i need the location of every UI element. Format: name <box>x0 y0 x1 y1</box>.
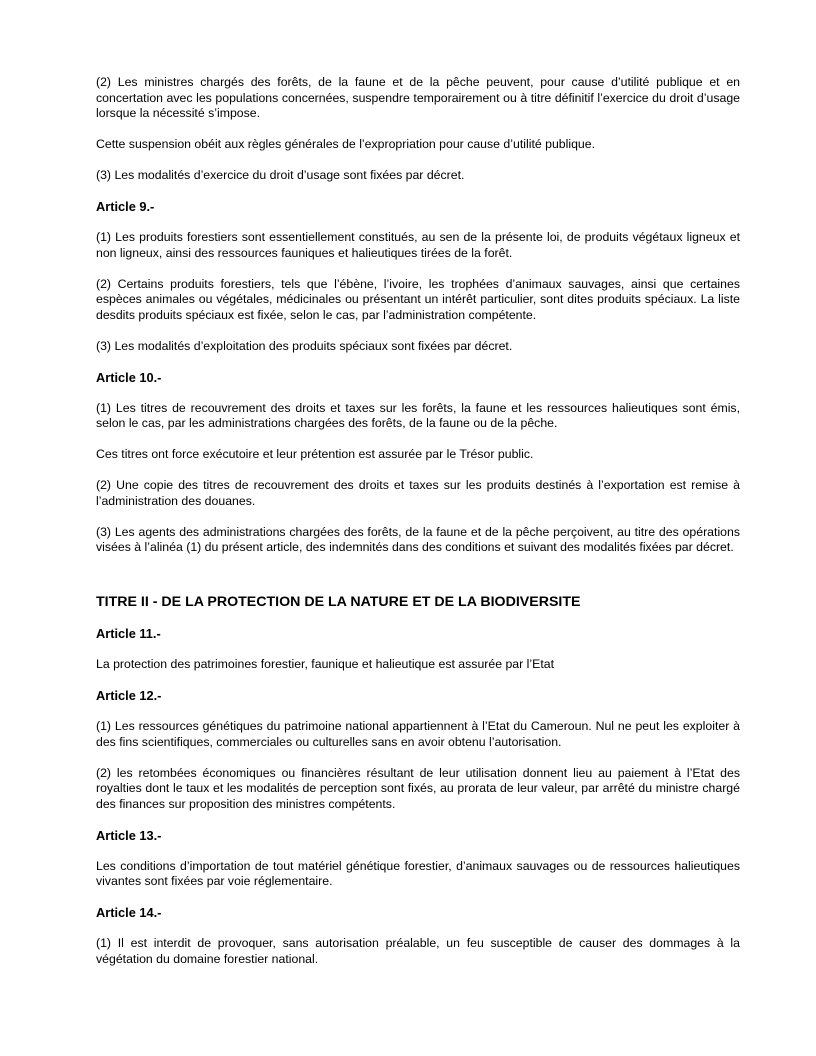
article-heading: Article 13.- <box>96 827 162 843</box>
paragraph: (2) Une copie des titres de recouvrement des droits et taxes sur les produits destinés à l’exportation est remise à l’administration des douanes. <box>96 478 740 508</box>
paragraph: (1) Les produits forestiers sont essentiellement constitués, au sen de la présente loi, de produits végétaux ligneux et non ligneux, ainsi des ressources fauniques et halieutiques tirées de la forêt. <box>96 230 740 260</box>
paragraph: (1) Les ressources génétiques du patrimoine national appartiennent à l’Etat du Cameroun. Nul ne peut les exploiter à des fins scientifiques, commerciales ou culturelles sans en avoir obtenu l’autorisation. <box>96 719 740 749</box>
paragraph: (2) les retombées économiques ou financières résultant de leur utilisation donnent lieu au paiement à l’Etat des royalties dont le taux et les modalités de perception sont fixés, au prorata de leur valeur, par arrêté du ministre chargé des finances sur proposition des ministres compétents. <box>96 765 740 811</box>
article-heading: Article 12.- <box>96 688 162 703</box>
article-heading: Article 10.- <box>96 369 162 385</box>
paragraph: Ces titres ont force exécutoire et leur prétention est assurée par le Trésor public. <box>96 447 534 461</box>
document-page <box>96 75 740 983</box>
paragraph: (1) Il est interdit de provoquer, sans autorisation préalable, un feu susceptible de causer des dommages à la végétation du domaine forestier national. <box>96 936 740 966</box>
paragraph: (3) Les modalités d’exploitation des produits spéciaux sont fixées par décret. <box>96 338 513 353</box>
paragraph: (3) Les agents des administrations chargées des forêts, de la faune et de la pêche perçoivent, au titre des opérations visées à l’alinéa (1) du présent article, des indemnités dans des conditions et suivant des modalités fixées par décret. <box>96 524 740 554</box>
article-heading: Article 14.- <box>96 905 162 920</box>
paragraph: (3) Les modalités d’exercice du droit d’usage sont fixées par décret. <box>96 168 465 182</box>
section-title: TITRE II - DE LA PROTECTION DE LA NATURE ET DE LA BIODIVERSITE <box>96 593 581 610</box>
paragraph: (2) Les ministres chargés des forêts, de la faune et de la pêche peuvent, pour cause d’utilité publique et en concertation avec les populations concernées, suspendre temporairement ou à titre définitif l’exercice du droit d’usage lorsque la nécessité s’impose. <box>96 75 740 120</box>
paragraph: La protection des patrimoines forestier, faunique et halieutique est assurée par l’Etat <box>96 657 554 671</box>
paragraph: Les conditions d’importation de tout matériel génétique forestier, d’animaux sauvages ou de ressources halieutiques vivantes sont fixées par voie réglementaire. <box>96 858 740 888</box>
article-heading: Article 9.- <box>96 199 155 214</box>
paragraph: (1) Les titres de recouvrement des droits et taxes sur les forêts, la faune et les ressources halieutiques sont émis, selon le cas, par les administrations chargées des forêts, de la faune ou de la pêche. <box>96 400 740 430</box>
paragraph: (2) Certains produits forestiers, tels que l’ébène, l’ivoire, les trophées d’animaux sauvages, ainsi que certaines espèces animales ou végétales, médicinales ou présentant un intérêt particulier, sont dites produits spéciaux. La liste desdits produits spéciaux est fixée, selon le cas, par l’administration compétente. <box>96 276 740 322</box>
article-heading: Article 11.- <box>96 626 161 641</box>
paragraph: Cette suspension obéit aux règles générales de l’expropriation pour cause d’utilité publique. <box>96 137 596 151</box>
